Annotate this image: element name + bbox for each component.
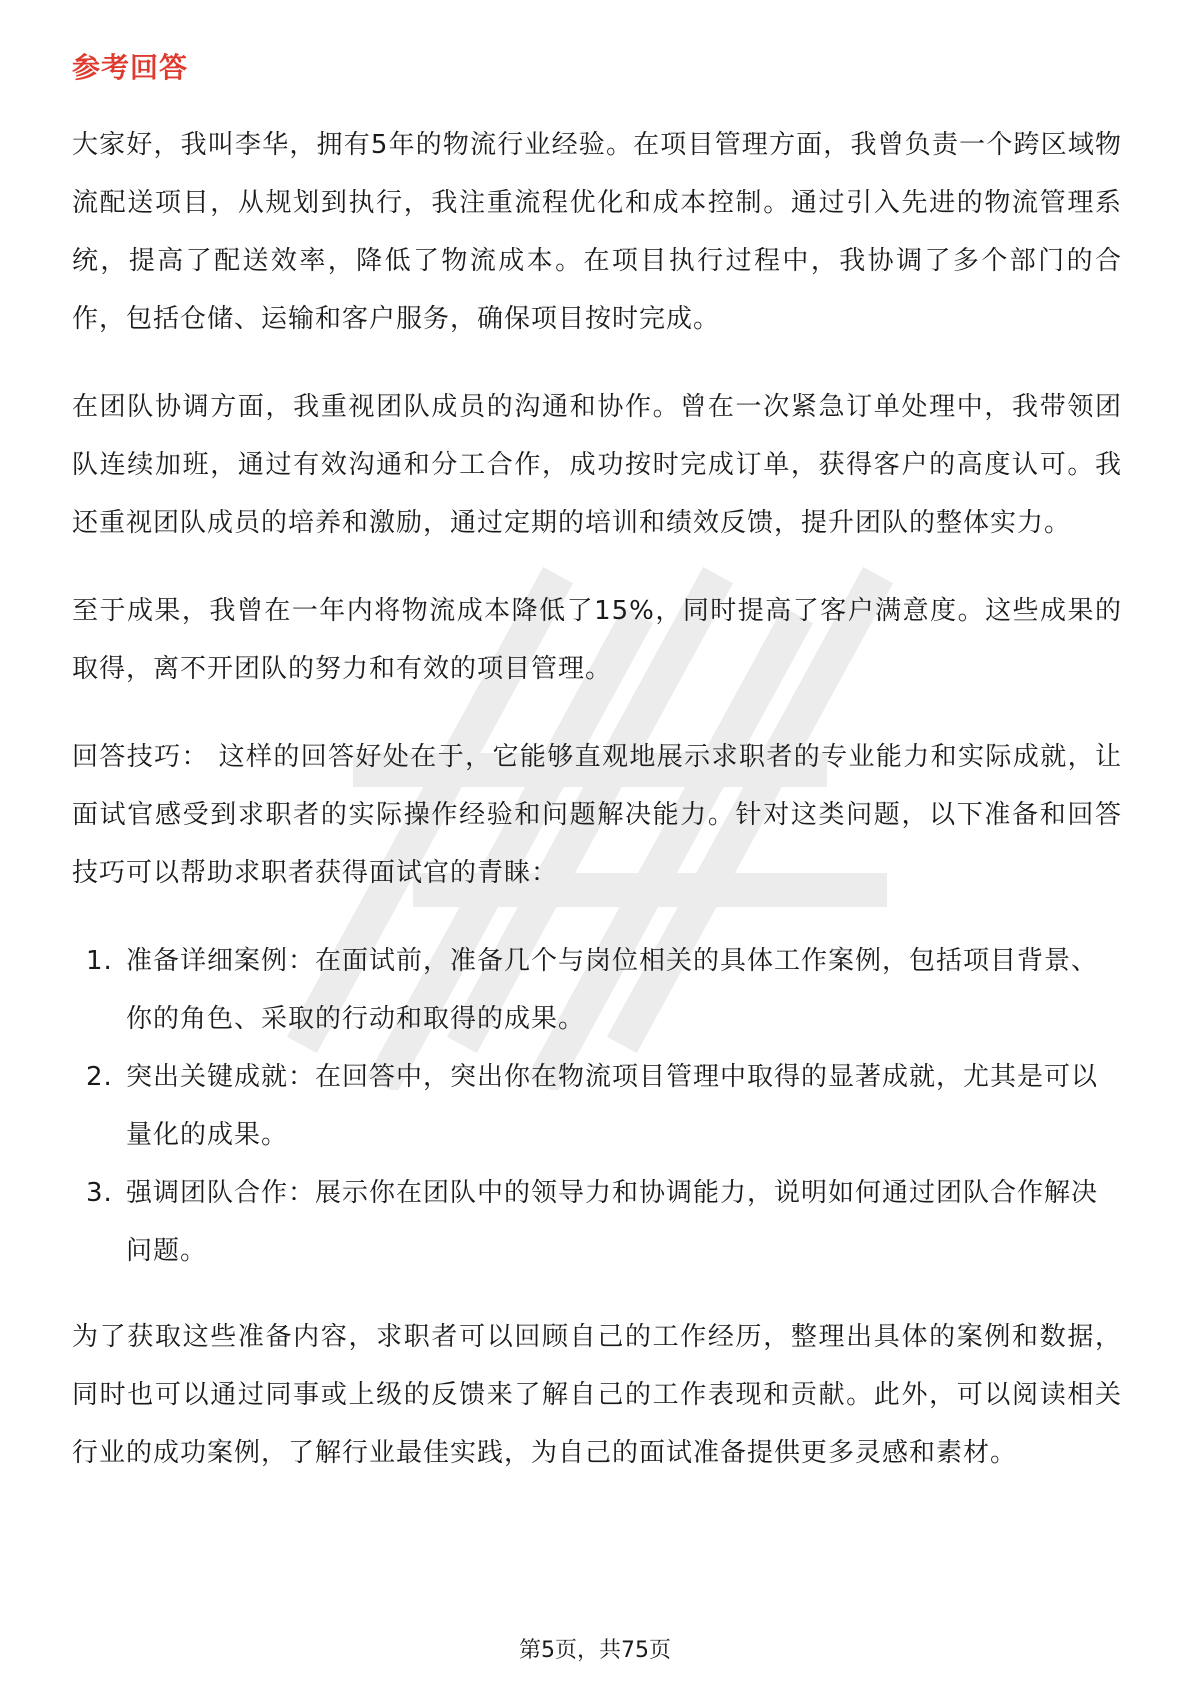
paragraph-intro: 大家好，我叫李华，拥有5年的物流行业经验。在项目管理方面，我曾负责一个跨区域物流配送项目，从规划到执行，我注重流程优化和成本控制。通过引入先进的物流管理系统，提高了配送效率，降低了物流成本。在项目执行过程中，我协调了多个部门的合作，包括仓储、运输和客户服务，确保项目按时完成。	[72, 130, 1122, 334]
list-item-number: 3.	[86, 1178, 113, 1208]
list-item-text: 强调团队合作：展示你在团队中的领导力和协调能力，说明如何通过团队合作解决问题。	[126, 1178, 1099, 1266]
list-item	[72, 1048, 1122, 1164]
page-number: 第5页，共75页	[519, 1638, 671, 1663]
list-item-number: 2.	[86, 1062, 113, 1092]
list-item-text: 准备详细案例：在面试前，准备几个与岗位相关的具体工作案例，包括项目背景、你的角色、采取的行动和取得的成果。	[126, 946, 1099, 1034]
section-heading: 参考回答	[72, 51, 189, 84]
list-item-number: 1.	[86, 946, 113, 976]
paragraph-team: 在团队协调方面，我重视团队成员的沟通和协作。曾在一次紧急订单处理中，我带领团队连续加班，通过有效沟通和分工合作，成功按时完成订单，获得客户的高度认可。我还重视团队成员的培养和激励，通过定期的培训和绩效反馈，提升团队的整体实力。	[72, 392, 1122, 538]
paragraph-results: 至于成果，我曾在一年内将物流成本降低了15%，同时提高了客户满意度。这些成果的取得，离不开团队的努力和有效的项目管理。	[72, 596, 1122, 684]
page-content	[72, 48, 1122, 1512]
paragraph-tips-intro: 回答技巧： 这样的回答好处在于，它能够直观地展示求职者的专业能力和实际成就，让面试官感受到求职者的实际操作经验和问题解决能力。针对这类问题，以下准备和回答技巧可以帮助求职者获得面试官的青睐：	[72, 742, 1122, 888]
paragraph-conclusion: 为了获取这些准备内容，求职者可以回顾自己的工作经历，整理出具体的案例和数据，同时也可以通过同事或上级的反馈来了解自己的工作表现和贡献。此外，可以阅读相关行业的成功案例，了解行业最佳实践，为自己的面试准备提供更多灵感和素材。	[72, 1322, 1122, 1468]
list-item-text: 突出关键成就：在回答中，突出你在物流项目管理中取得的显著成就，尤其是可以量化的成果。	[126, 1062, 1099, 1150]
tips-list	[72, 932, 1122, 1280]
list-item	[72, 1164, 1122, 1280]
list-item	[72, 932, 1122, 1048]
